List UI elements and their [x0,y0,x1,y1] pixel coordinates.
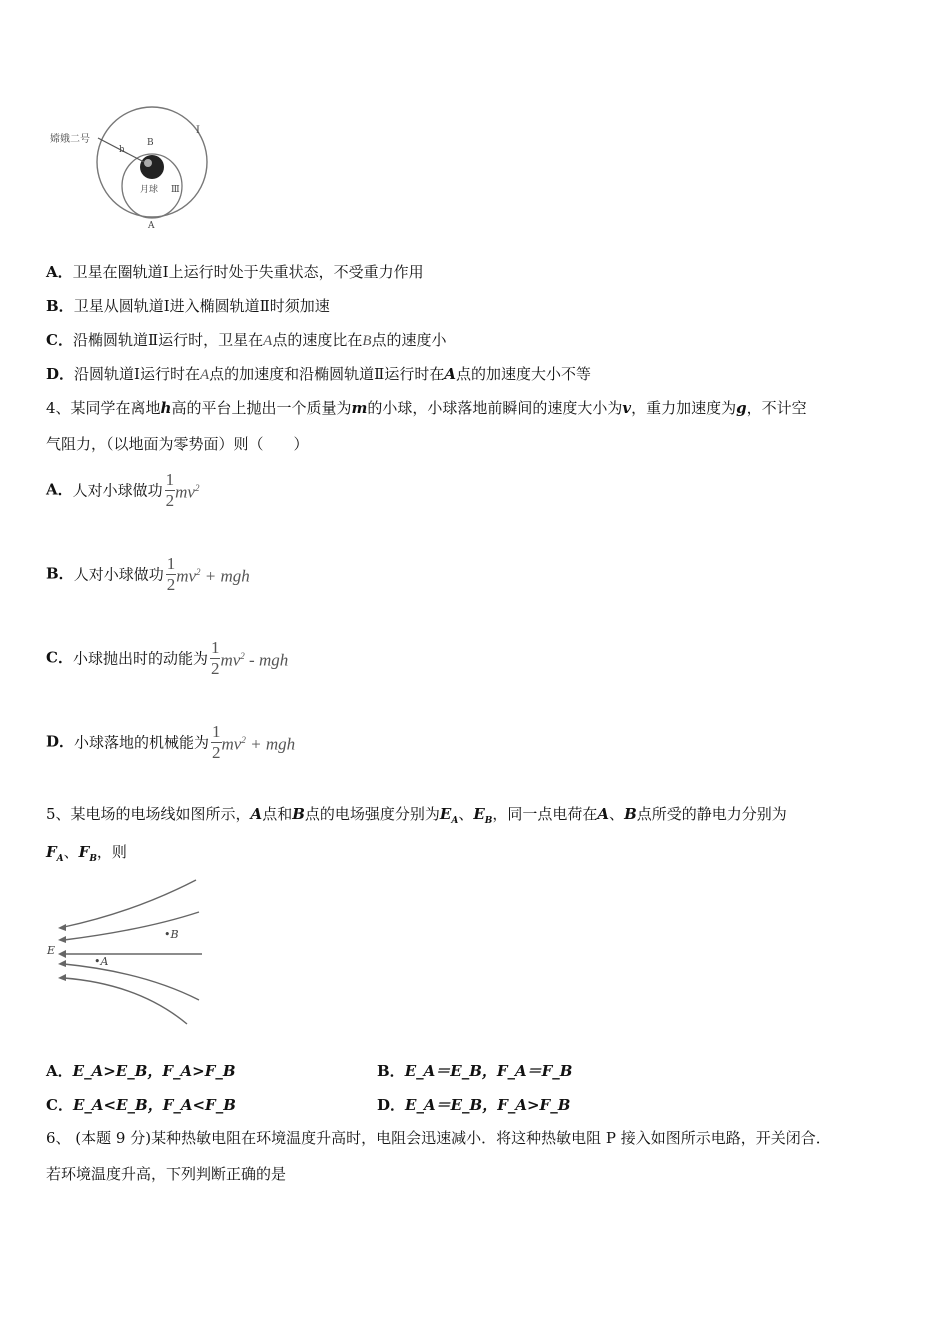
q5-option-d: D．E_A＝E_B，F_A>F_B [377,1096,571,1114]
q6-stem-line1: 6、 (本题 9 分)某种热敏电阻在环境温度升高时，电阻会迅速减小．将这种热敏电阻 P 接入如图所示电路，开关闭合． [46,1129,831,1147]
q5-stem-line2: $F_A$、$F_B$，则 [46,843,127,864]
arrowhead [58,950,66,958]
field-line-4 [64,964,199,1000]
orbit-figure [44,100,214,235]
arrowhead [58,960,66,967]
moon-label: 月球 [140,185,159,195]
q4-option-a: A．人对小球做功 $\frac{1}{2}$ $mv^2$ [46,470,200,510]
fraction: $\frac{1}{2}$ [165,470,175,510]
satellite-label: 嫦娥二号 [50,134,90,145]
moon [140,155,164,179]
fraction: $\frac{1}{2}$ [166,554,176,594]
orbit-iii-label: Ⅲ [171,185,180,195]
q5-option-b: B．E_A＝E_B，F_A＝F_B [377,1062,573,1080]
h-label: h [119,145,125,155]
q5-stem-line1: 5、某电场的电场线如图所示，A点和B点的电场强度分别为$E_A$、$E_B$，同一点电荷在A、B点所受的静电力分别为 [46,805,787,826]
point-b-label: •B [164,928,179,941]
q3-option-c: C．沿椭圆轨道Ⅱ运行时，卫星在A点的速度比在B点的速度小 [46,331,447,349]
q4-stem-line1: 4、某同学在离地h高的平台上抛出一个质量为m的小球，小球落地前瞬间的速度大小为v，重力加速度为g，不计空 [46,399,807,417]
a-label: A [148,221,155,231]
field-lines-figure [44,872,209,1032]
point-a-label: •A [94,955,109,968]
q4-option-d: D．小球落地的机械能为 $\frac{1}{2}$ $mv^2$ + mgh [46,722,296,762]
q4-option-c: C．小球抛出时的动能为 $\frac{1}{2}$ $mv^2$ - mgh [46,638,289,678]
fraction: $\frac{1}{2}$ [210,638,220,678]
fraction: $\frac{1}{2}$ [212,722,221,762]
field-line-1 [64,880,196,927]
arrowhead [58,924,66,931]
q3-option-b: B．卫星从圆轨道Ⅰ进入椭圆轨道Ⅱ时须加速 [46,297,330,315]
q3-option-d: D．沿圆轨道Ⅰ运行时在A点的加速度和沿椭圆轨道Ⅱ运行时在A点的加速度大小不等 [46,365,591,383]
q3-option-a: A．卫星在圈轨道Ⅰ上运行时处于失重状态，不受重力作用 [46,263,424,281]
arrowhead [58,936,66,943]
moon-highlight [144,159,152,167]
orbit-i-label: I [196,125,200,136]
q5-option-c: C．E_A<E_B，F_A<F_B [46,1096,236,1114]
q6-stem-line2: 若环境温度升高，下列判断正确的是 [46,1165,287,1183]
q4-stem-line2: 气阻力，（以地面为零势面）则（ ） [46,435,309,453]
field-line-2 [64,912,199,940]
arrowhead [58,974,66,981]
b-label: B [147,138,154,148]
q5-option-a: A．E_A>E_B，F_A>F_B [46,1062,236,1080]
e-label: E [47,944,56,957]
field-line-5 [64,978,187,1024]
q4-option-b: B．人对小球做功 $\frac{1}{2}$ $mv^2$ + mgh [46,554,250,594]
